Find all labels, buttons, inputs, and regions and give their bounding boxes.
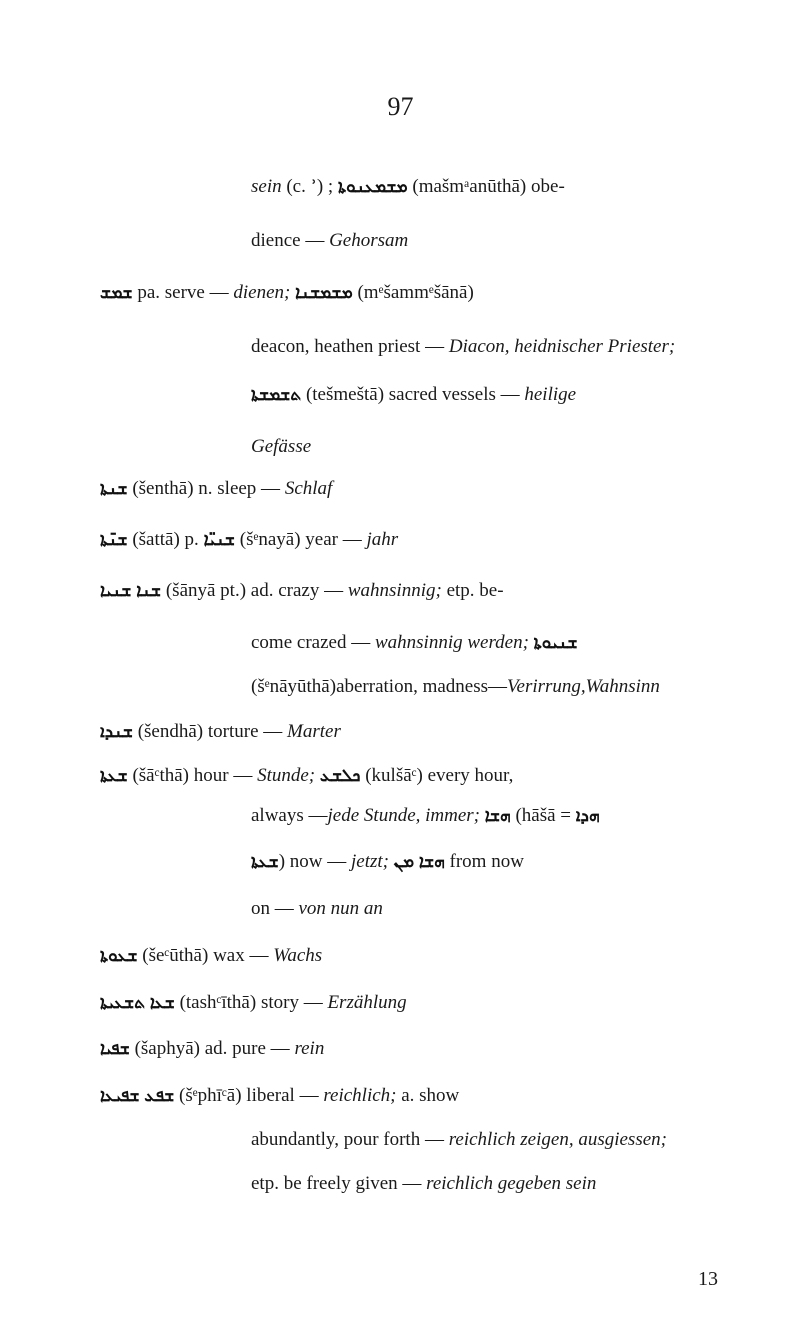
entry-line — [251, 428, 311, 466]
entry-text: (tashᶜīthā) story — — [174, 992, 328, 1013]
german-gloss: jahr — [366, 529, 399, 550]
entry-line — [100, 572, 504, 610]
syriac-word: ܫܦܝܥܐ — [100, 1086, 140, 1106]
german-gloss: jede Stunde, immer; — [327, 805, 480, 826]
german-gloss: reichlich; — [323, 1085, 397, 1106]
syriac-word: ܫܥܐ — [149, 993, 175, 1013]
entry-text: ) ; — [316, 176, 338, 197]
syriac-word: ܫܥܘܬܐ — [100, 946, 138, 966]
german-gloss: Diacon, heidnischer Priester; — [448, 336, 676, 357]
entry-line — [100, 1077, 459, 1115]
entry-text: (šᵉphīᶜā) liberal — — [174, 1085, 324, 1106]
entry-text: always — — [251, 805, 328, 826]
page-number: 97 — [387, 92, 414, 121]
entry-text: (šenthā) n. sleep — — [127, 478, 285, 499]
syriac-word: ܗܫܐ — [418, 852, 445, 872]
entry-line — [251, 668, 660, 706]
syriac-word: ܬܫܡܫܬܐ — [251, 385, 302, 405]
syriac-word: ܫܢܝܘܬܐ — [533, 633, 578, 653]
entry-line — [100, 713, 341, 751]
syriac-word: ܗܫܐ — [484, 806, 511, 826]
entry-line — [100, 984, 407, 1022]
signature-mark: 13 — [698, 1268, 718, 1290]
german-gloss: wahnsinnig werden; — [374, 632, 529, 653]
entry-text: (kulšāᶜ) every hour, — [360, 765, 514, 786]
syriac-word: ܗܕܐ — [575, 806, 600, 826]
german-gloss: dienen; — [233, 282, 291, 303]
german-gloss: Schlaf — [284, 478, 333, 499]
german-gloss: heilige — [524, 384, 577, 405]
syriac-word: ܟܠܫܥ — [319, 766, 361, 786]
entry-text: (mašmᵃanūthā) obe- — [407, 176, 565, 197]
entry-text: pa. serve — — [132, 282, 234, 303]
syriac-word: ܫܥܬܐ — [251, 852, 279, 872]
entry-text: ) now — — [278, 851, 351, 872]
syriac-word: ܫܦܝܐ — [100, 1039, 130, 1059]
entry-line — [251, 328, 675, 366]
entry-line — [251, 222, 408, 260]
syriac-word: ܫܢܝ̈ܐ — [203, 530, 235, 550]
entry-line — [100, 757, 513, 795]
entry-text: (šāᶜthā) hour — — [127, 765, 258, 786]
entry-line — [251, 797, 600, 835]
entry-line — [251, 843, 524, 881]
entry-line — [251, 1165, 596, 1203]
entry-text: deacon, heathen priest — — [251, 336, 449, 357]
german-gloss: Gefässe — [251, 436, 312, 457]
german-gloss: von nun an — [298, 898, 383, 919]
entry-text: dience — — [251, 230, 330, 251]
entry-text: etp. be- — [441, 580, 504, 601]
entry-text: (šaphyā) ad. pure — — [129, 1038, 295, 1059]
german-gloss: reichlich gegeben sein — [426, 1173, 597, 1194]
german-gloss: reichlich zeigen, ausgiessen; — [448, 1129, 667, 1150]
entry-text: (šānyā pt.) ad. crazy — — [161, 580, 348, 601]
german-gloss: Stunde; — [257, 765, 316, 786]
entry-line — [100, 470, 332, 508]
german-gloss: wahnsinnig; — [347, 580, 442, 601]
syriac-word: ܫܦܥ — [144, 1086, 175, 1106]
entry-text: from now — [444, 851, 524, 872]
syriac-word: ܫܢ̄ܬܐ — [100, 530, 128, 550]
german-gloss: sein — [251, 176, 282, 197]
entry-text: (šattā) p. — [127, 529, 204, 550]
german-gloss: Verirrung,Wahnsinn — [507, 676, 660, 697]
syriac-word: ܫܢܬܐ — [100, 479, 128, 499]
entry-line — [251, 168, 565, 206]
entry-line — [251, 1121, 667, 1159]
syriac-word: ܫܢܐ — [136, 581, 162, 601]
german-gloss: Gehorsam — [329, 230, 409, 251]
syriac-word: ܬܫܥܝܬܐ — [100, 993, 146, 1013]
entry-line — [100, 937, 322, 975]
entry-text: (c. — [281, 176, 311, 197]
entry-line — [100, 274, 474, 312]
entry-text: (šᵉnayā) year — — [235, 529, 367, 550]
syriac-word: ܡܫܡܫܢܐ — [295, 283, 353, 303]
entry-line — [100, 1030, 324, 1068]
german-gloss: Marter — [287, 721, 341, 742]
entry-text: (hāšā = — [510, 805, 576, 826]
entry-text: (tešmeštā) sacred vessels — — [301, 384, 525, 405]
entry-line — [100, 521, 398, 559]
german-gloss: rein — [294, 1038, 325, 1059]
entry-text: (šeᶜūthā) wax — — [137, 945, 274, 966]
german-gloss: Erzählung — [327, 992, 407, 1013]
syriac-word: ܡܫܡܥܢܘܬܐ — [337, 177, 408, 197]
entry-text: abundantly, pour forth — — [251, 1129, 449, 1150]
entry-line — [251, 624, 578, 662]
german-gloss: jetzt; — [351, 851, 389, 872]
entry-text: on — — [251, 898, 299, 919]
syriac-word: ܫܢܝܐ — [100, 581, 132, 601]
entry-text: a. show — [396, 1085, 460, 1106]
syriac-word: ʾ — [310, 177, 317, 197]
syriac-word: ܫܥܬܐ — [100, 766, 128, 786]
syriac-word: ܫܡܫ — [100, 283, 133, 303]
entry-text: come crazed — — [251, 632, 375, 653]
entry-text: etp. be freely given — — [251, 1173, 427, 1194]
entry-line — [251, 890, 383, 928]
entry-line — [251, 376, 576, 414]
entry-text: (mᵉšammᵉšānā) — [352, 282, 474, 303]
entry-text: (šᵉnāyūthā)aberration, madness— — [251, 676, 508, 697]
german-gloss: Wachs — [273, 945, 323, 966]
entry-text: (šendhā) torture — — [132, 721, 288, 742]
syriac-word: ܫܢܕܐ — [100, 722, 133, 742]
syriac-word: ܡܢ — [393, 852, 415, 872]
